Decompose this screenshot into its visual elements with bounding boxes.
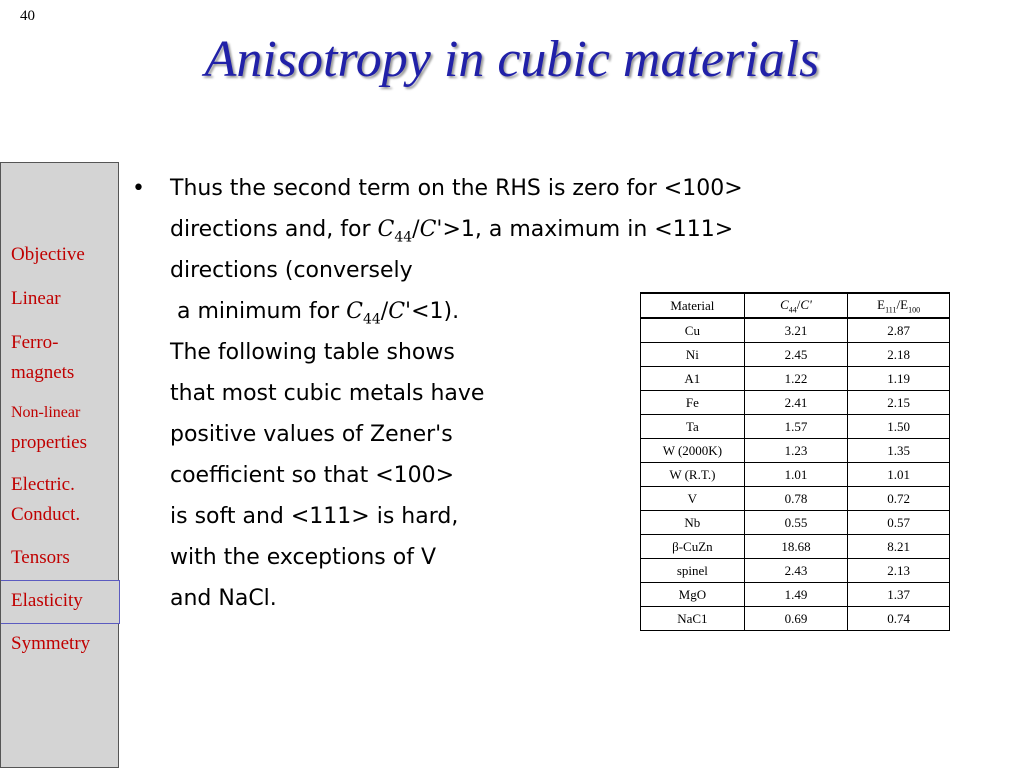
cell-material: spinel <box>641 559 745 583</box>
cell-c44-ratio: 18.68 <box>744 535 847 559</box>
body-line-4-text-b: <1). <box>411 299 460 324</box>
cell-material: W (R.T.) <box>641 463 745 487</box>
c44-symbol: C <box>377 217 395 242</box>
body-line-5: The following table shows <box>170 340 455 365</box>
cell-e-ratio: 2.18 <box>848 343 950 367</box>
sidebar-item-ferromagnets-line2[interactable]: magnets <box>11 362 75 383</box>
bullet: • <box>132 176 145 201</box>
table-row <box>641 415 950 439</box>
cell-c44-ratio: 0.55 <box>744 511 847 535</box>
body-line-6: that most cubic metals have <box>170 381 485 406</box>
c44-symbol-2: C <box>346 299 363 324</box>
sidebar-item-linear[interactable]: Linear <box>11 288 61 309</box>
c44-subscript: 44 <box>394 229 413 246</box>
cell-material: W (2000K) <box>641 439 745 463</box>
c44-subscript-2: 44 <box>362 311 381 328</box>
header-c44-ratio <box>744 293 847 318</box>
cell-material: NaC1 <box>641 607 745 631</box>
table-row <box>641 559 950 583</box>
cell-material: Nb <box>641 511 745 535</box>
cell-e-ratio: 8.21 <box>848 535 950 559</box>
sidebar-item-elasticity[interactable]: Elasticity <box>1 580 120 624</box>
cell-e-ratio: 0.72 <box>848 487 950 511</box>
body-line-1: Thus the second term on the RHS is zero for <100> <box>170 176 743 201</box>
cell-c44-ratio: 1.57 <box>744 415 847 439</box>
cell-c44-ratio: 2.45 <box>744 343 847 367</box>
cell-material: Ni <box>641 343 745 367</box>
table-row <box>641 367 950 391</box>
header-slash: / <box>796 296 801 312</box>
header-c-sub: 44 <box>788 305 797 315</box>
header-e2: E <box>900 296 909 312</box>
sidebar-item-tensors[interactable]: Tensors <box>11 547 70 568</box>
cell-e-ratio: 1.37 <box>848 583 950 607</box>
body-line-10: with the exceptions of V <box>170 545 436 570</box>
ratio-formula <box>377 217 443 246</box>
table-row <box>641 318 950 343</box>
cell-e-ratio: 0.74 <box>848 607 950 631</box>
cell-c44-ratio: 1.49 <box>744 583 847 607</box>
cell-material: MgO <box>641 583 745 607</box>
table-body <box>641 318 950 631</box>
slide-number: 40 <box>20 8 35 24</box>
sidebar-item-symmetry[interactable]: Symmetry <box>11 633 91 654</box>
ratio-slash-2: / <box>380 299 389 324</box>
cell-e-ratio: 1.50 <box>848 415 950 439</box>
body-line-9: is soft and <111> is hard, <box>170 504 459 529</box>
header-slash-2: / <box>896 296 901 312</box>
header-e1-sub: 111 <box>885 305 897 315</box>
table-row <box>641 583 950 607</box>
cell-c44-ratio: 0.78 <box>744 487 847 511</box>
cell-c44-ratio: 2.43 <box>744 559 847 583</box>
cell-material: V <box>641 487 745 511</box>
sidebar-item-ferromagnets-line1[interactable]: Ferro- <box>11 332 59 353</box>
sidebar-nav <box>0 162 119 768</box>
cell-c44-ratio: 0.69 <box>744 607 847 631</box>
slide-title: Anisotropy in cubic materials <box>204 31 820 88</box>
body-line-2-text-b: >1, a maximum in <111> <box>442 217 734 242</box>
header-e2-sub: 100 <box>908 305 921 315</box>
cell-e-ratio: 0.57 <box>848 511 950 535</box>
cell-material: A1 <box>641 367 745 391</box>
c-prime-symbol: C' <box>419 217 443 242</box>
cell-c44-ratio: 2.41 <box>744 391 847 415</box>
zener-table <box>640 292 950 631</box>
header-cprime: C' <box>800 296 812 312</box>
body-line-7: positive values of Zener's <box>170 422 453 447</box>
body-line-8: coefficient so that <100> <box>170 463 455 488</box>
cell-e-ratio: 2.13 <box>848 559 950 583</box>
cell-c44-ratio: 1.23 <box>744 439 847 463</box>
sidebar-item-electric-line2[interactable]: Conduct. <box>11 504 81 525</box>
table-header-row <box>641 293 950 318</box>
cell-c44-ratio: 1.22 <box>744 367 847 391</box>
sidebar-item-objective[interactable]: Objective <box>11 244 85 265</box>
header-e1: E <box>877 296 886 312</box>
cell-material: β-CuZn <box>641 535 745 559</box>
sidebar-item-electric-line1[interactable]: Electric. <box>11 474 75 495</box>
ratio-formula-2 <box>346 299 412 328</box>
body-line-2-text-a: directions and, for <box>170 217 378 242</box>
table-row <box>641 607 950 631</box>
table-row <box>641 487 950 511</box>
cell-material: Cu <box>641 318 745 343</box>
sidebar-item-nonlinear-line1[interactable]: Non-linear <box>11 404 81 421</box>
cell-e-ratio: 1.35 <box>848 439 950 463</box>
cell-e-ratio: 1.19 <box>848 367 950 391</box>
table-row <box>641 535 950 559</box>
header-e-ratio <box>848 293 950 318</box>
cell-material: Fe <box>641 391 745 415</box>
table-row <box>641 439 950 463</box>
cell-material: Ta <box>641 415 745 439</box>
header-material: Material <box>641 293 745 318</box>
table-row <box>641 511 950 535</box>
table-row <box>641 391 950 415</box>
cell-c44-ratio: 3.21 <box>744 318 847 343</box>
header-c: C <box>780 296 789 312</box>
cell-e-ratio: 1.01 <box>848 463 950 487</box>
cell-c44-ratio: 1.01 <box>744 463 847 487</box>
cell-e-ratio: 2.15 <box>848 391 950 415</box>
table-row <box>641 463 950 487</box>
body-line-11: and NaCl. <box>170 586 277 611</box>
ratio-slash: / <box>412 217 420 242</box>
body-line-3: directions (conversely <box>170 258 413 283</box>
sidebar-item-nonlinear-line2[interactable]: properties <box>11 432 87 453</box>
cell-e-ratio: 2.87 <box>848 318 950 343</box>
c-prime-symbol-2: C' <box>388 299 412 324</box>
table-row <box>641 343 950 367</box>
body-line-4-text-a: a minimum for <box>177 299 347 324</box>
